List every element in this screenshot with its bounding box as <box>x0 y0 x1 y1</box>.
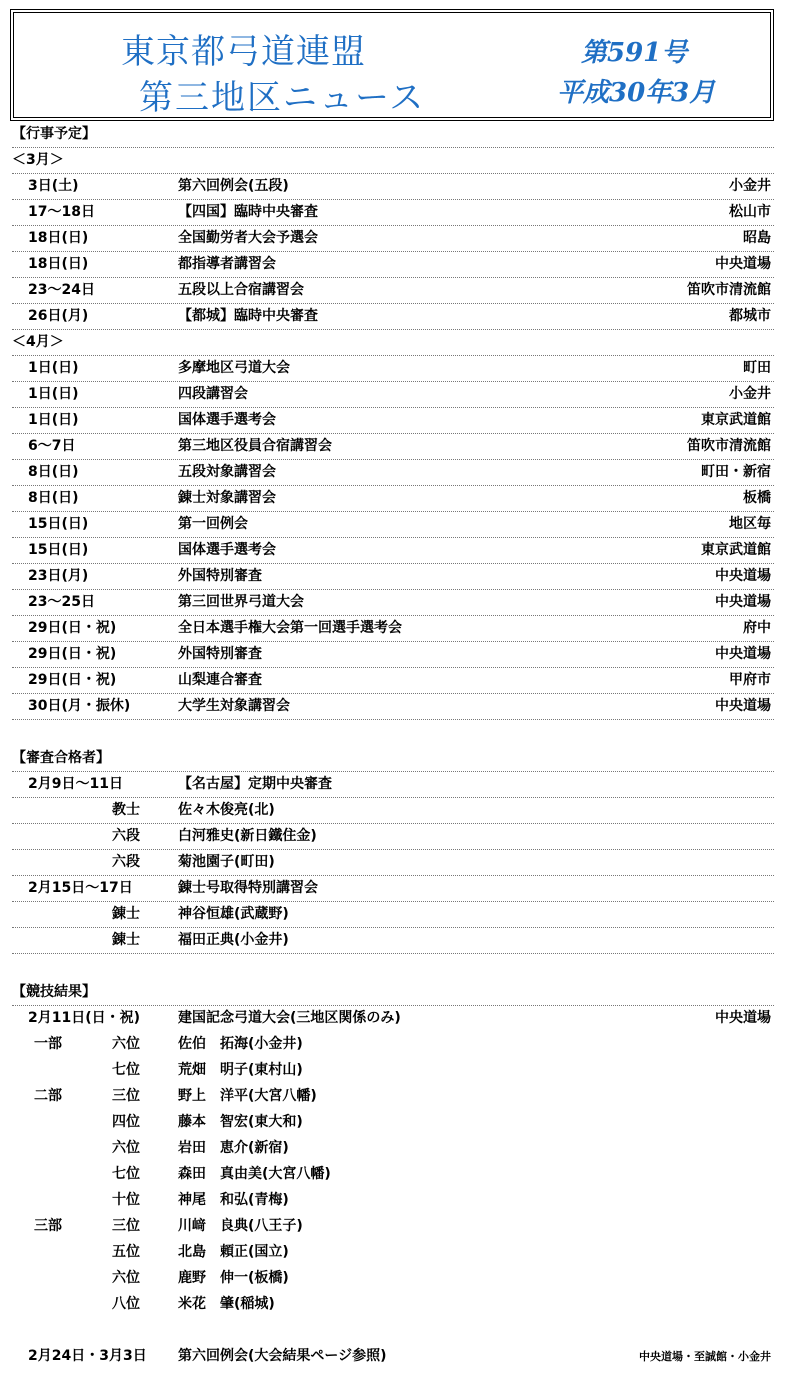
event-name: 外国特別審査 <box>178 568 262 584</box>
result-name: 神尾 和弘(青梅) <box>178 1192 289 1208</box>
passer-row <box>12 850 774 876</box>
passer-row <box>12 824 774 850</box>
passer-rank: 六段 <box>112 854 140 870</box>
results-event-title: 建国記念弓道大会(三地区関係のみ) <box>178 1010 401 1026</box>
result-row <box>12 1188 774 1214</box>
passer-name: 白河雅史(新日鐵住金) <box>178 828 317 844</box>
event-name: 山梨連合審査 <box>178 672 262 688</box>
event-date: 23～25日 <box>28 594 95 610</box>
event-name: 第三地区役員合宿講習会 <box>178 438 332 454</box>
event-row <box>12 538 774 564</box>
result-division: 一部 <box>34 1036 62 1052</box>
result-name: 米花 肇(稲城) <box>178 1296 275 1312</box>
result-row <box>12 1292 774 1318</box>
event-place: 甲府市 <box>729 672 771 688</box>
month-label: ＜3月＞ <box>12 152 64 168</box>
event-place: 東京武道館 <box>701 412 771 428</box>
issue-date: 平成30年3月 <box>557 78 716 108</box>
event-place: 板橋 <box>743 490 771 506</box>
event-place: 中央道場 <box>715 698 771 714</box>
passer-rank: 錬士 <box>112 932 140 948</box>
event-date: 3日(土) <box>28 178 79 194</box>
exam-group-row <box>12 876 774 902</box>
event-place: 中央道場 <box>715 594 771 610</box>
passer-rank: 錬士 <box>112 906 140 922</box>
event-name: 錬士対象講習会 <box>178 490 276 506</box>
schedule-heading: 【行事予定】 <box>12 126 96 142</box>
results-event-place: 中央道場 <box>715 1010 771 1026</box>
event-row <box>12 512 774 538</box>
event-row <box>12 460 774 486</box>
event-row <box>12 668 774 694</box>
result-name: 北島 頼正(国立) <box>178 1244 289 1260</box>
result-name: 荒畑 明子(東村山) <box>178 1062 303 1078</box>
event-row <box>12 486 774 512</box>
result-row <box>12 1162 774 1188</box>
result-row <box>12 1266 774 1292</box>
issue-number: 第591号 <box>581 38 688 68</box>
event-place: 町田 <box>743 360 771 376</box>
result-name: 岩田 恵介(新宿) <box>178 1140 289 1156</box>
exam-heading-row <box>12 746 774 772</box>
event-row <box>12 408 774 434</box>
result-rank: 八位 <box>112 1296 140 1312</box>
passer-name: 神谷恒雄(武蔵野) <box>178 906 289 922</box>
event-place: 府中 <box>743 620 771 636</box>
schedule-heading-row <box>12 122 774 148</box>
month-heading-row <box>12 148 774 174</box>
result-rank: 六位 <box>112 1140 140 1156</box>
event-place: 地区毎 <box>729 516 771 532</box>
event-name: 全国勤労者大会予選会 <box>178 230 318 246</box>
result-rank: 五位 <box>112 1244 140 1260</box>
exam-heading: 【審査合格者】 <box>12 750 110 766</box>
month-label: ＜4月＞ <box>12 334 64 350</box>
result-division: 二部 <box>34 1088 62 1104</box>
district-news-title: 第三地区ニュース <box>139 78 426 118</box>
event-date: 18日(日) <box>28 256 89 272</box>
event-row <box>12 304 774 330</box>
result-row <box>12 1214 774 1240</box>
federation-title: 東京都弓道連盟 <box>121 32 366 72</box>
event-date: 8日(日) <box>28 490 79 506</box>
event-row <box>12 616 774 642</box>
result-row <box>12 1136 774 1162</box>
result-row <box>12 1240 774 1266</box>
event-date: 29日(日・祝) <box>28 672 117 688</box>
event-row <box>12 694 774 720</box>
event-name: 都指導者講習会 <box>178 256 276 272</box>
event-place: 都城市 <box>729 308 771 324</box>
passer-rank: 教士 <box>112 802 140 818</box>
event-name: 国体選手選考会 <box>178 412 276 428</box>
event-name: 外国特別審査 <box>178 646 262 662</box>
event-name: 第一回例会 <box>178 516 248 532</box>
last-event-row <box>12 1344 774 1370</box>
result-division: 三部 <box>34 1218 62 1234</box>
event-name: 五段対象講習会 <box>178 464 276 480</box>
results-event-date: 2月11日(日・祝) <box>28 1010 141 1026</box>
passer-row <box>12 798 774 824</box>
passer-name: 佐々木俊亮(北) <box>178 802 275 818</box>
event-name: 【都城】臨時中央審査 <box>178 308 318 324</box>
event-row <box>12 278 774 304</box>
event-date: 29日(日・祝) <box>28 620 117 636</box>
results-heading-row <box>12 980 774 1006</box>
event-date: 6～7日 <box>28 438 76 454</box>
result-row <box>12 1058 774 1084</box>
event-place: 中央道場 <box>715 568 771 584</box>
event-date: 29日(日・祝) <box>28 646 117 662</box>
last-event-date: 2月24日・3月3日 <box>28 1348 147 1364</box>
results-event-row <box>12 1006 774 1032</box>
event-row <box>12 174 774 200</box>
event-place: 東京武道館 <box>701 542 771 558</box>
event-date: 17～18日 <box>28 204 95 220</box>
event-date: 26日(月) <box>28 308 89 324</box>
result-rank: 六位 <box>112 1270 140 1286</box>
event-date: 18日(日) <box>28 230 89 246</box>
event-row <box>12 382 774 408</box>
event-date: 1日(日) <box>28 386 79 402</box>
result-rank: 六位 <box>112 1036 140 1052</box>
event-row <box>12 590 774 616</box>
result-rank: 十位 <box>112 1192 140 1208</box>
last-event-place: 中央道場・至誠館・小金井 <box>639 1350 771 1363</box>
result-row <box>12 1032 774 1058</box>
result-rank: 七位 <box>112 1062 140 1078</box>
result-rank: 四位 <box>112 1114 140 1130</box>
event-date: 30日(月・振休) <box>28 698 131 714</box>
event-name: 多摩地区弓道大会 <box>178 360 290 376</box>
result-name: 佐伯 拓海(小金井) <box>178 1036 303 1052</box>
result-row <box>12 1084 774 1110</box>
event-place: 笛吹市清流館 <box>687 282 771 298</box>
event-name: 国体選手選考会 <box>178 542 276 558</box>
result-name: 藤本 智宏(東大和) <box>178 1114 303 1130</box>
event-name: 全日本選手権大会第一回選手選考会 <box>178 620 402 636</box>
month-heading-row <box>12 330 774 356</box>
result-name: 川﨑 良典(八王子) <box>178 1218 303 1234</box>
event-name: 五段以上合宿講習会 <box>178 282 304 298</box>
event-name: 【四国】臨時中央審査 <box>178 204 318 220</box>
passer-row <box>12 928 774 954</box>
event-place: 中央道場 <box>715 646 771 662</box>
event-row <box>12 252 774 278</box>
event-date: 1日(日) <box>28 412 79 428</box>
event-row <box>12 434 774 460</box>
event-name: 四段講習会 <box>178 386 248 402</box>
event-place: 笛吹市清流館 <box>687 438 771 454</box>
event-row <box>12 642 774 668</box>
exam-title: 【名古屋】定期中央審査 <box>178 776 332 792</box>
event-name: 第六回例会(五段) <box>178 178 289 194</box>
event-date: 23～24日 <box>28 282 95 298</box>
event-date: 1日(日) <box>28 360 79 376</box>
passer-name: 福田正典(小金井) <box>178 932 289 948</box>
event-row <box>12 564 774 590</box>
event-place: 町田・新宿 <box>701 464 771 480</box>
event-date: 8日(日) <box>28 464 79 480</box>
event-place: 小金井 <box>729 178 771 194</box>
passer-row <box>12 902 774 928</box>
event-row <box>12 356 774 382</box>
event-name: 第三回世界弓道大会 <box>178 594 304 610</box>
event-row <box>12 200 774 226</box>
event-date: 15日(日) <box>28 542 89 558</box>
event-place: 小金井 <box>729 386 771 402</box>
result-rank: 三位 <box>112 1218 140 1234</box>
event-date: 23日(月) <box>28 568 89 584</box>
exam-group-row <box>12 772 774 798</box>
event-place: 昭島 <box>743 230 771 246</box>
result-row <box>12 1110 774 1136</box>
passer-rank: 六段 <box>112 828 140 844</box>
event-row <box>12 226 774 252</box>
exam-date: 2月15日～17日 <box>28 880 133 896</box>
result-name: 鹿野 伸一(板橋) <box>178 1270 289 1286</box>
event-place: 中央道場 <box>715 256 771 272</box>
exam-title: 錬士号取得特別講習会 <box>178 880 318 896</box>
result-rank: 三位 <box>112 1088 140 1104</box>
event-date: 15日(日) <box>28 516 89 532</box>
last-event-title: 第六回例会(大会結果ページ参照) <box>178 1348 387 1364</box>
result-rank: 七位 <box>112 1166 140 1182</box>
newsletter-header <box>10 9 774 121</box>
result-name: 森田 真由美(大宮八幡) <box>178 1166 331 1182</box>
passer-name: 菊池園子(町田) <box>178 854 275 870</box>
exam-date: 2月9日～11日 <box>28 776 123 792</box>
event-name: 大学生対象講習会 <box>178 698 290 714</box>
result-name: 野上 洋平(大宮八幡) <box>178 1088 317 1104</box>
results-heading: 【競技結果】 <box>12 984 96 1000</box>
event-place: 松山市 <box>729 204 771 220</box>
